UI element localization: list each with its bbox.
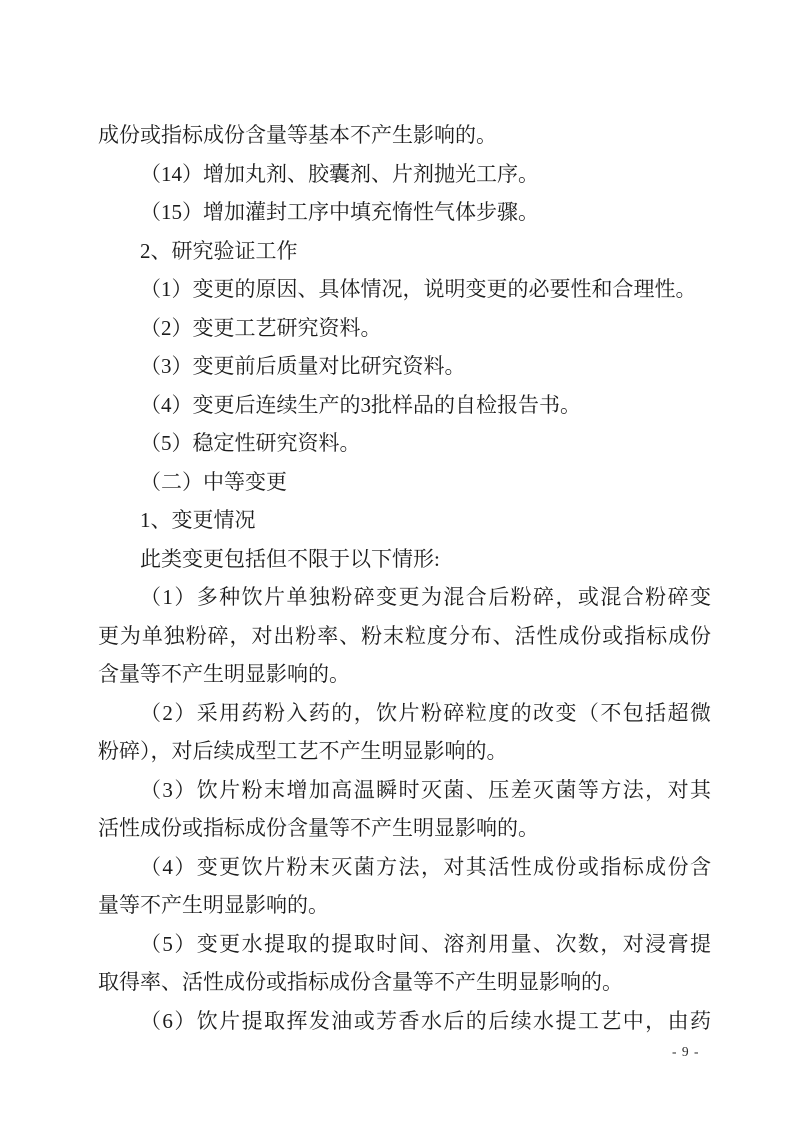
text-line: （6）饮片提取挥发油或芳香水后的后续水提工艺中，由药	[140, 1008, 711, 1033]
text-line: （14）增加丸剂、胶囊剂、片剂抛光工序。	[140, 161, 539, 186]
text-line: （5）稳定性研究资料。	[140, 431, 361, 455]
text-line: （3）变更前后质量对比研究资料。	[140, 354, 466, 378]
text-line: （1）变更的原因、具体情况，说明变更的必要性和合理性。	[140, 277, 697, 301]
text-line: （3）饮片粉末增加高温瞬时灭菌、压差灭菌等方法，对其	[140, 777, 711, 802]
text-line: 取得率、活性成份或指标成份含量等不产生明显影响的。	[98, 970, 623, 994]
text-line: （1）多种饮片单独粉碎变更为混合后粉碎，或混合粉碎变	[140, 585, 711, 609]
text-line: 量等不产生明显影响的。	[98, 893, 329, 917]
text-line: 2、研究验证工作	[140, 238, 298, 263]
text-line: 1、变更情况	[140, 508, 256, 532]
text-line: 此类变更包括但不限于以下情形:	[140, 546, 440, 571]
text-line: （4）变更饮片粉末灭菌方法，对其活性成份或指标成份含	[140, 854, 711, 879]
text-line: 含量等不产生明显影响的。	[98, 662, 350, 686]
text-line: 粉碎），对后续成型工艺不产生明显影响的。	[98, 739, 508, 763]
text-line: （4）变更后连续生产的3批样品的自检报告书。	[140, 392, 581, 417]
text-body	[98, 116, 711, 1040]
text-line: （2）采用药粉入药的，饮片粉碎粒度的改变（不包括超微	[140, 700, 711, 725]
text-line: （二）中等变更	[140, 469, 287, 494]
text-line: （5）变更水提取的提取时间、溶剂用量、次数，对浸膏提	[140, 931, 711, 956]
text-line: 成份或指标成份含量等基本不产生影响的。	[98, 123, 497, 147]
page-number: - 9 -	[672, 1044, 700, 1059]
text-line: （2）变更工艺研究资料。	[140, 315, 382, 340]
text-line: （15）增加灌封工序中填充惰性气体步骤。	[140, 200, 539, 224]
text-line: 更为单独粉碎，对出粉率、粉末粒度分布、活性成份或指标成份	[98, 623, 711, 648]
text-line: 活性成份或指标成份含量等不产生明显影响的。	[98, 816, 539, 840]
